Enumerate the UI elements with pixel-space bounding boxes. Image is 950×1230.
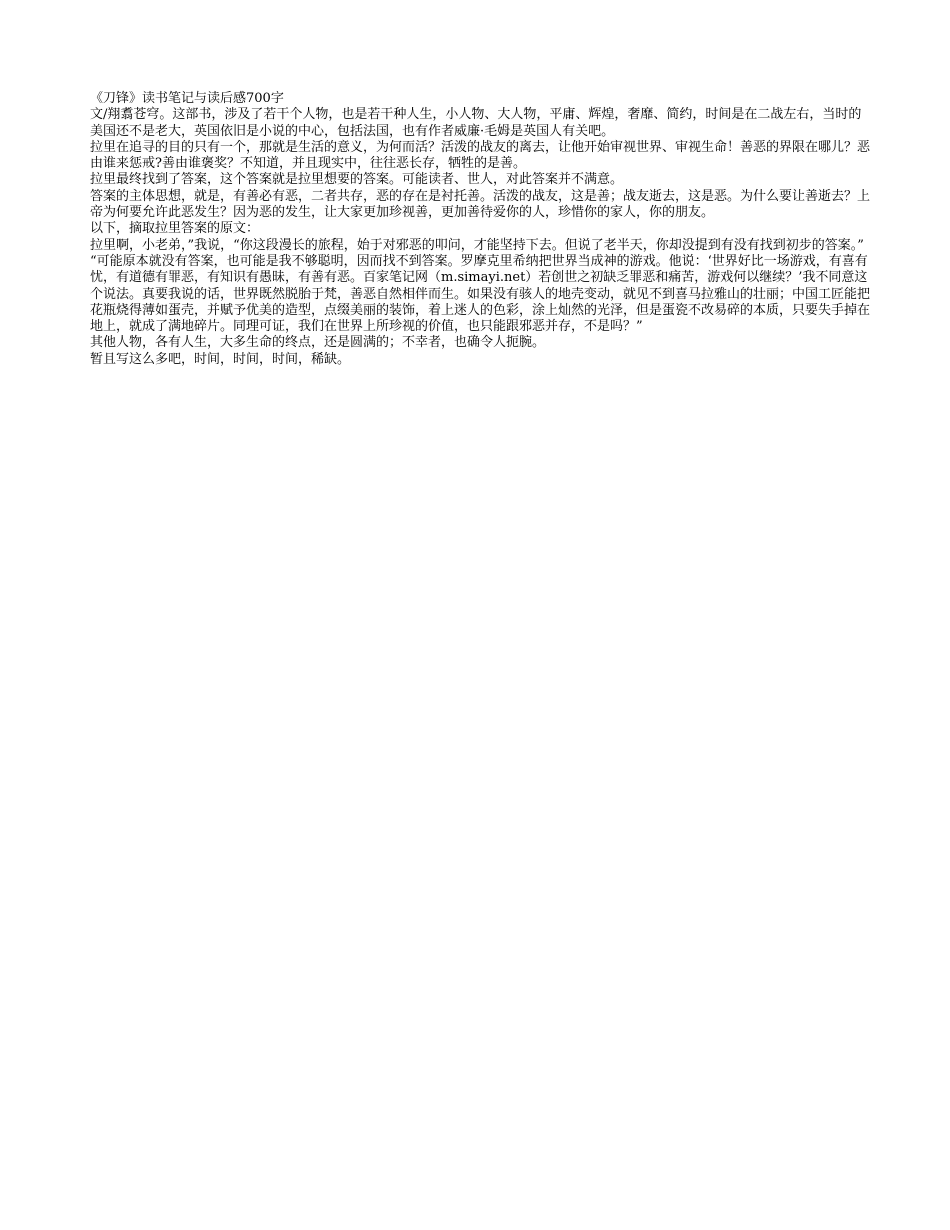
paragraph-answer-theme: 答案的主体思想，就是，有善必有恶，二者共存，恶的存在是衬托善。活泼的战友，这是善；战友逝去，这是恶。为什么要让善逝去？上帝为何要允许此恶发生？因为恶的发生，让大家更加珍视善，更加善待爱你的人，珍惜你的家人，你的朋友。 — [90, 188, 871, 221]
paragraph-closing: 暂且写这么多吧，时间，时间，时间，稀缺。 — [90, 351, 351, 367]
paragraph-other-characters: 其他人物，各有人生，大多生命的终点，还是圆满的；不幸者，也确令人扼腕。 — [90, 335, 546, 351]
paragraph-intro: 文/翔翥苍穹。这部书，涉及了若干个人物，也是若干种人生，小人物、大人物，平庸、辉煌，奢靡、简约，时间是在二战左右，当时的美国还不是老大，英国依旧是小说的中心，包括法国，也有作者威廉·毛姆是英国人有关吧。 — [90, 107, 862, 139]
paragraph-answer-found: 拉里最终找到了答案，这个答案就是拉里想要的答案。可能读者、世人，对此答案并不满意。 — [90, 172, 624, 188]
paragraph-quote-answer: “可能原本就没有答案，也可能是我不够聪明，因而找不到答案。罗摩克里希纳把世界当成神的游戏。他说：‘世界好比一场游戏，有喜有忧，有道德有罪恶，有知识有愚昧，有善有恶。百家笔记网（m.simayi.net）若创世之初缺乏罪恶和痛苦，游戏何以继续？’我不同意这个说法。真要我说的话，世界既然脱胎于梵，善恶自然相伴而生。如果没有骇人的地壳变动，就见不到喜马拉雅山的壮丽；中国工匠能把花瓶烧得薄如蛋壳，并赋予优美的造型，点缀美丽的装饰，着上迷人的色彩，涂上灿然的光泽，但是蛋瓷不改易碎的本质，只要失手掉在地上，就成了满地碎片。同理可证，我们在世界上所珍视的价值，也只能跟邪恶并存，不是吗？” — [90, 253, 871, 335]
paragraph-meaning-of-life: 拉里在追寻的目的只有一个，那就是生活的意义，为何而活？活泼的战友的离去，让他开始审视世界、审视生命！善恶的界限在哪儿？恶由谁来惩戒?善由谁褒奖？不知道，并且现实中，往往恶长存，牺牲的是善。 — [90, 139, 871, 172]
document-body — [90, 91, 870, 368]
paragraph-quote-intro: 以下，摘取拉里答案的原文： — [90, 221, 260, 237]
document-title: 《刀锋》读书笔记与读后感700字 — [90, 91, 284, 106]
paragraph-quote-question: 拉里啊，小老弟，”我说，“你这段漫长的旅程，始于对邪恶的叩问，才能坚持下去。但说了老半天，你却没提到有没有找到初步的答案。” — [90, 237, 864, 253]
